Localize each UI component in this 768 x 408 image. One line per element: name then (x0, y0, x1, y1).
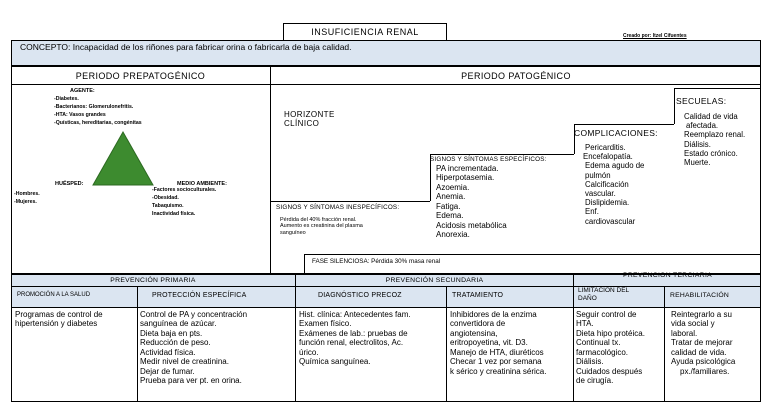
col-early-diagnosis: DIAGNÓSTICO PRECOZ (318, 292, 402, 299)
col-specific-protection: PROTECCIÓN ESPECÍFICA (152, 292, 247, 299)
col-rehabilitation: REHABILITACIÓN (670, 292, 729, 299)
nonspecific-title: SIGNOS Y SÍNTOMAS INESPECÍFICOS: (276, 204, 400, 211)
specific-protection-content: Control de PA y concentración sanguínea de azúcar. Dieta baja en pts. Reducción de peso. Actividad física. Medir nivel de creatinina. Dejar de fumar. Prueba para ver pt. en orina. (140, 310, 248, 386)
clinical-horizon: HORIZONTE CLÍNICO (284, 110, 335, 129)
health-promotion-content: Programas de control de hipertensión y diabetes (15, 310, 103, 329)
rehabilitation-content: Reintegrarlo a su vida social y laboral. Tratar de mejorar calidad de vida. Ayuda psicológica px./familiares. (671, 310, 736, 376)
agent-list: -Diabetes. -Bacterianos: Glomerulonefritis. -HTA: Vasos grandes -Quísticas, hereditarias, congénitas (54, 96, 142, 127)
page-title: INSUFICIENCIA RENAL (311, 27, 419, 37)
environment-title: MEDIO AMBIENTE: (177, 181, 227, 187)
col-damage-limitation: LIMITACIÓN DEL DAÑO (578, 287, 630, 302)
primary-prevention-header: PREVENCIÓN PRIMARIA (110, 277, 196, 284)
complications-list: Pericarditis. Encefalopatía. Edema agudo de pulmón Calcificación vascular. Dislipidemia. Enf. cardiovascular (583, 143, 645, 226)
specific-list: PA incrementada. Hiperpotasemia. Azoemia. Anemia. Fatiga. Edema. Acidosis metabólica Anorexia. (436, 164, 507, 240)
prepathogenic-header: PERIODO PREPATOGÉNICO (75, 71, 206, 81)
agent-title: AGENTE: (70, 88, 95, 94)
environment-list: -Factores socioculturales. -Obesidad. Tabaquismo. Inactividad física. (152, 187, 217, 218)
damage-limitation-content: Seguir control de HTA. Dieta hipo protéica. Continual tx. farmacológico. Diálisis. Cuidados después de cirugía. (576, 310, 645, 386)
secondary-prevention-header: PREVENCIÓN SECUNDARIA (385, 277, 484, 284)
concept-box (11, 40, 761, 66)
tertiary-prevention-header: PREVENCION TERCIARIA (623, 272, 712, 279)
concept-text: CONCEPTO: Incapacidad de los riñones para fabricar orina o fabricarla de baja calidad. (20, 42, 352, 52)
early-diagnosis-content: Hist. clínica: Antecedentes fam. Examen físico. Exámenes de lab.: pruebas de función renal, electrolitos, Ac. úrico. Química sanguínea. (299, 310, 411, 367)
triangle-icon (92, 131, 154, 186)
col-health-promotion: PROMOCIÓN A LA SALUD (17, 292, 91, 298)
credit-text: Creado por: Itzel Cifuentes (623, 33, 687, 39)
host-list: -Hombres. -Mujeres. (14, 191, 40, 206)
treatment-content: Inhibidores de la enzima convertidora de angiotensina, eritropoyetina, vit. D3. Manejo de HTA, diuréticos Checar 1 vez por semana k sérico y creatinina sérica. (450, 310, 547, 376)
complications-title: COMPLICACIONES: (574, 128, 658, 138)
specific-title: SIGNOS Y SÍNTOMAS ESPECÍFICOS: (430, 156, 547, 163)
host-title: HUÉSPED: (55, 181, 84, 187)
silent-phase: FASE SILENCIOSA: Pérdida 30% masa renal (312, 258, 441, 265)
nonspecific-list: Pérdida del 40% fracción renal. Aumento es creatinina del plasma sanguíneo (280, 217, 363, 236)
sequelae-title: SECUELAS: (676, 96, 727, 106)
sequelae-list: Calidad de vida afectada. Reemplazo renal. Diálisis. Estado crónico. Muerte. (684, 112, 746, 167)
pathogenic-header: PERIODO PATOGÉNICO (461, 71, 571, 81)
col-treatment: TRATAMIENTO (452, 292, 504, 299)
